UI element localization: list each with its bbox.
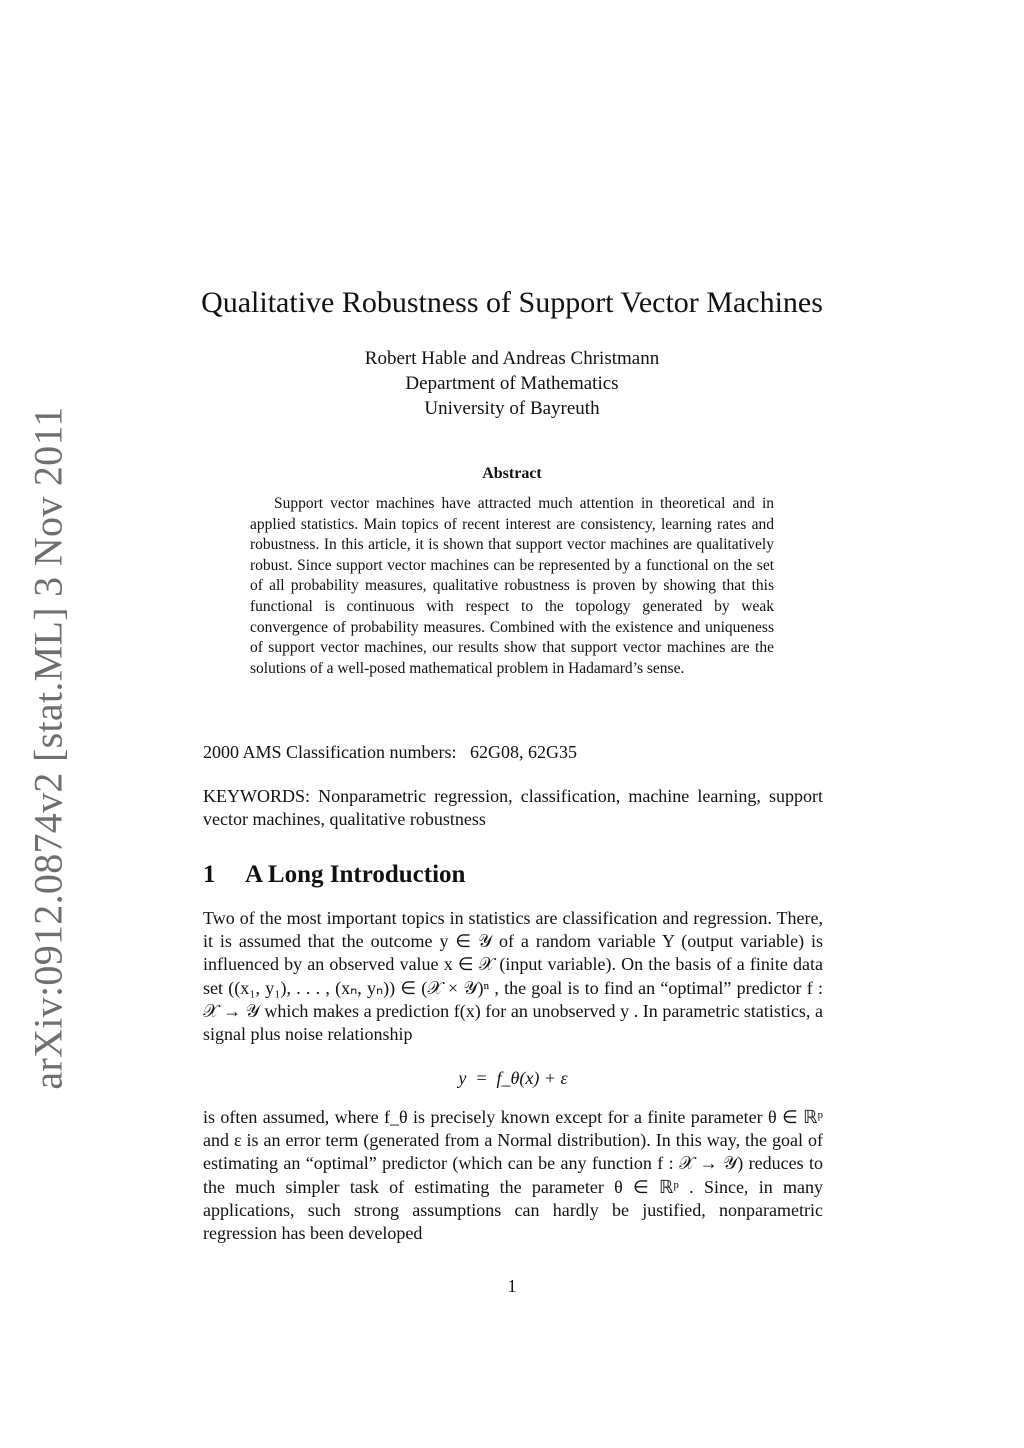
introduction-paragraph-2: is often assumed, where f_θ is precisely known except for a finite parameter θ ∈ ℝᵖ and ε is an error term (generated from a Normal distribution). In this way, the goal of estimating an “optimal” predictor (which can be any function f : 𝒳 → 𝒴) reduces to the much simpler task of estimating the parameter θ ∈ ℝᵖ . Since, in many applications, such strong assumptions can hardly be justified, nonparametric regression has been developed (203, 1107, 823, 1244)
equation-signal-noise (203, 1066, 823, 1090)
ams-classification: 2000 AMS Classification numbers: 62G08, 62G35 (203, 742, 577, 762)
equation-text: y = f_θ(x) + ε (458, 1068, 568, 1088)
author-department: Department of Mathematics (405, 373, 619, 394)
author-names: Robert Hable and Andreas Christmann (364, 348, 660, 369)
author-block (200, 346, 824, 421)
arxiv-identifier: arXiv:0912.0874v2 [stat.ML] 3 Nov 2011 (25, 406, 71, 1090)
section-number: 1 (203, 861, 216, 888)
introduction-paragraph-1: Two of the most important topics in statistics are classification and regression. There, it is assumed that the outcome y ∈ 𝒴 of a random variable Y (output variable) is influenced by an observed value x ∈ 𝒳 (input variable). On the basis of a finite data set ((x₁, y₁), . . . , (xₙ, yₙ)) ∈ (𝒳 × 𝒴)ⁿ , the goal is to find an “optimal” predictor f : 𝒳 → 𝒴 which makes a prediction f(x) for an unobserved y . In parametric statistics, a signal plus noise relationship (203, 908, 823, 1045)
page-number: 1 (507, 1276, 517, 1296)
abstract-text: Support vector machines have attracted much attention in theoretical and in applied statistics. Main topics of recent interest are consistency, learning rates and robustness. In this article, it is shown that support vector machines are qualitatively robust. Since support vector machines can be represented by a functional on the set of all probability measures, qualitative robustness is proven by showing that this functional is continuous with respect to the topology generated by weak convergence of probability measures. Combined with the existence and uniqueness of support vector machines, our results show that support vector machines are the solutions of a well-posed mathematical problem in Hadamard’s sense. (250, 495, 774, 677)
section-title: A Long Introduction (245, 861, 466, 888)
keywords: KEYWORDS: Nonparametric regression, classification, machine learning, support vector machines, qualitative robustness (203, 786, 823, 829)
abstract-heading: Abstract (482, 465, 542, 482)
author-university: University of Bayreuth (424, 398, 600, 419)
paper-title: Qualitative Robustness of Support Vector Machines (201, 286, 823, 319)
section-heading (203, 860, 465, 890)
